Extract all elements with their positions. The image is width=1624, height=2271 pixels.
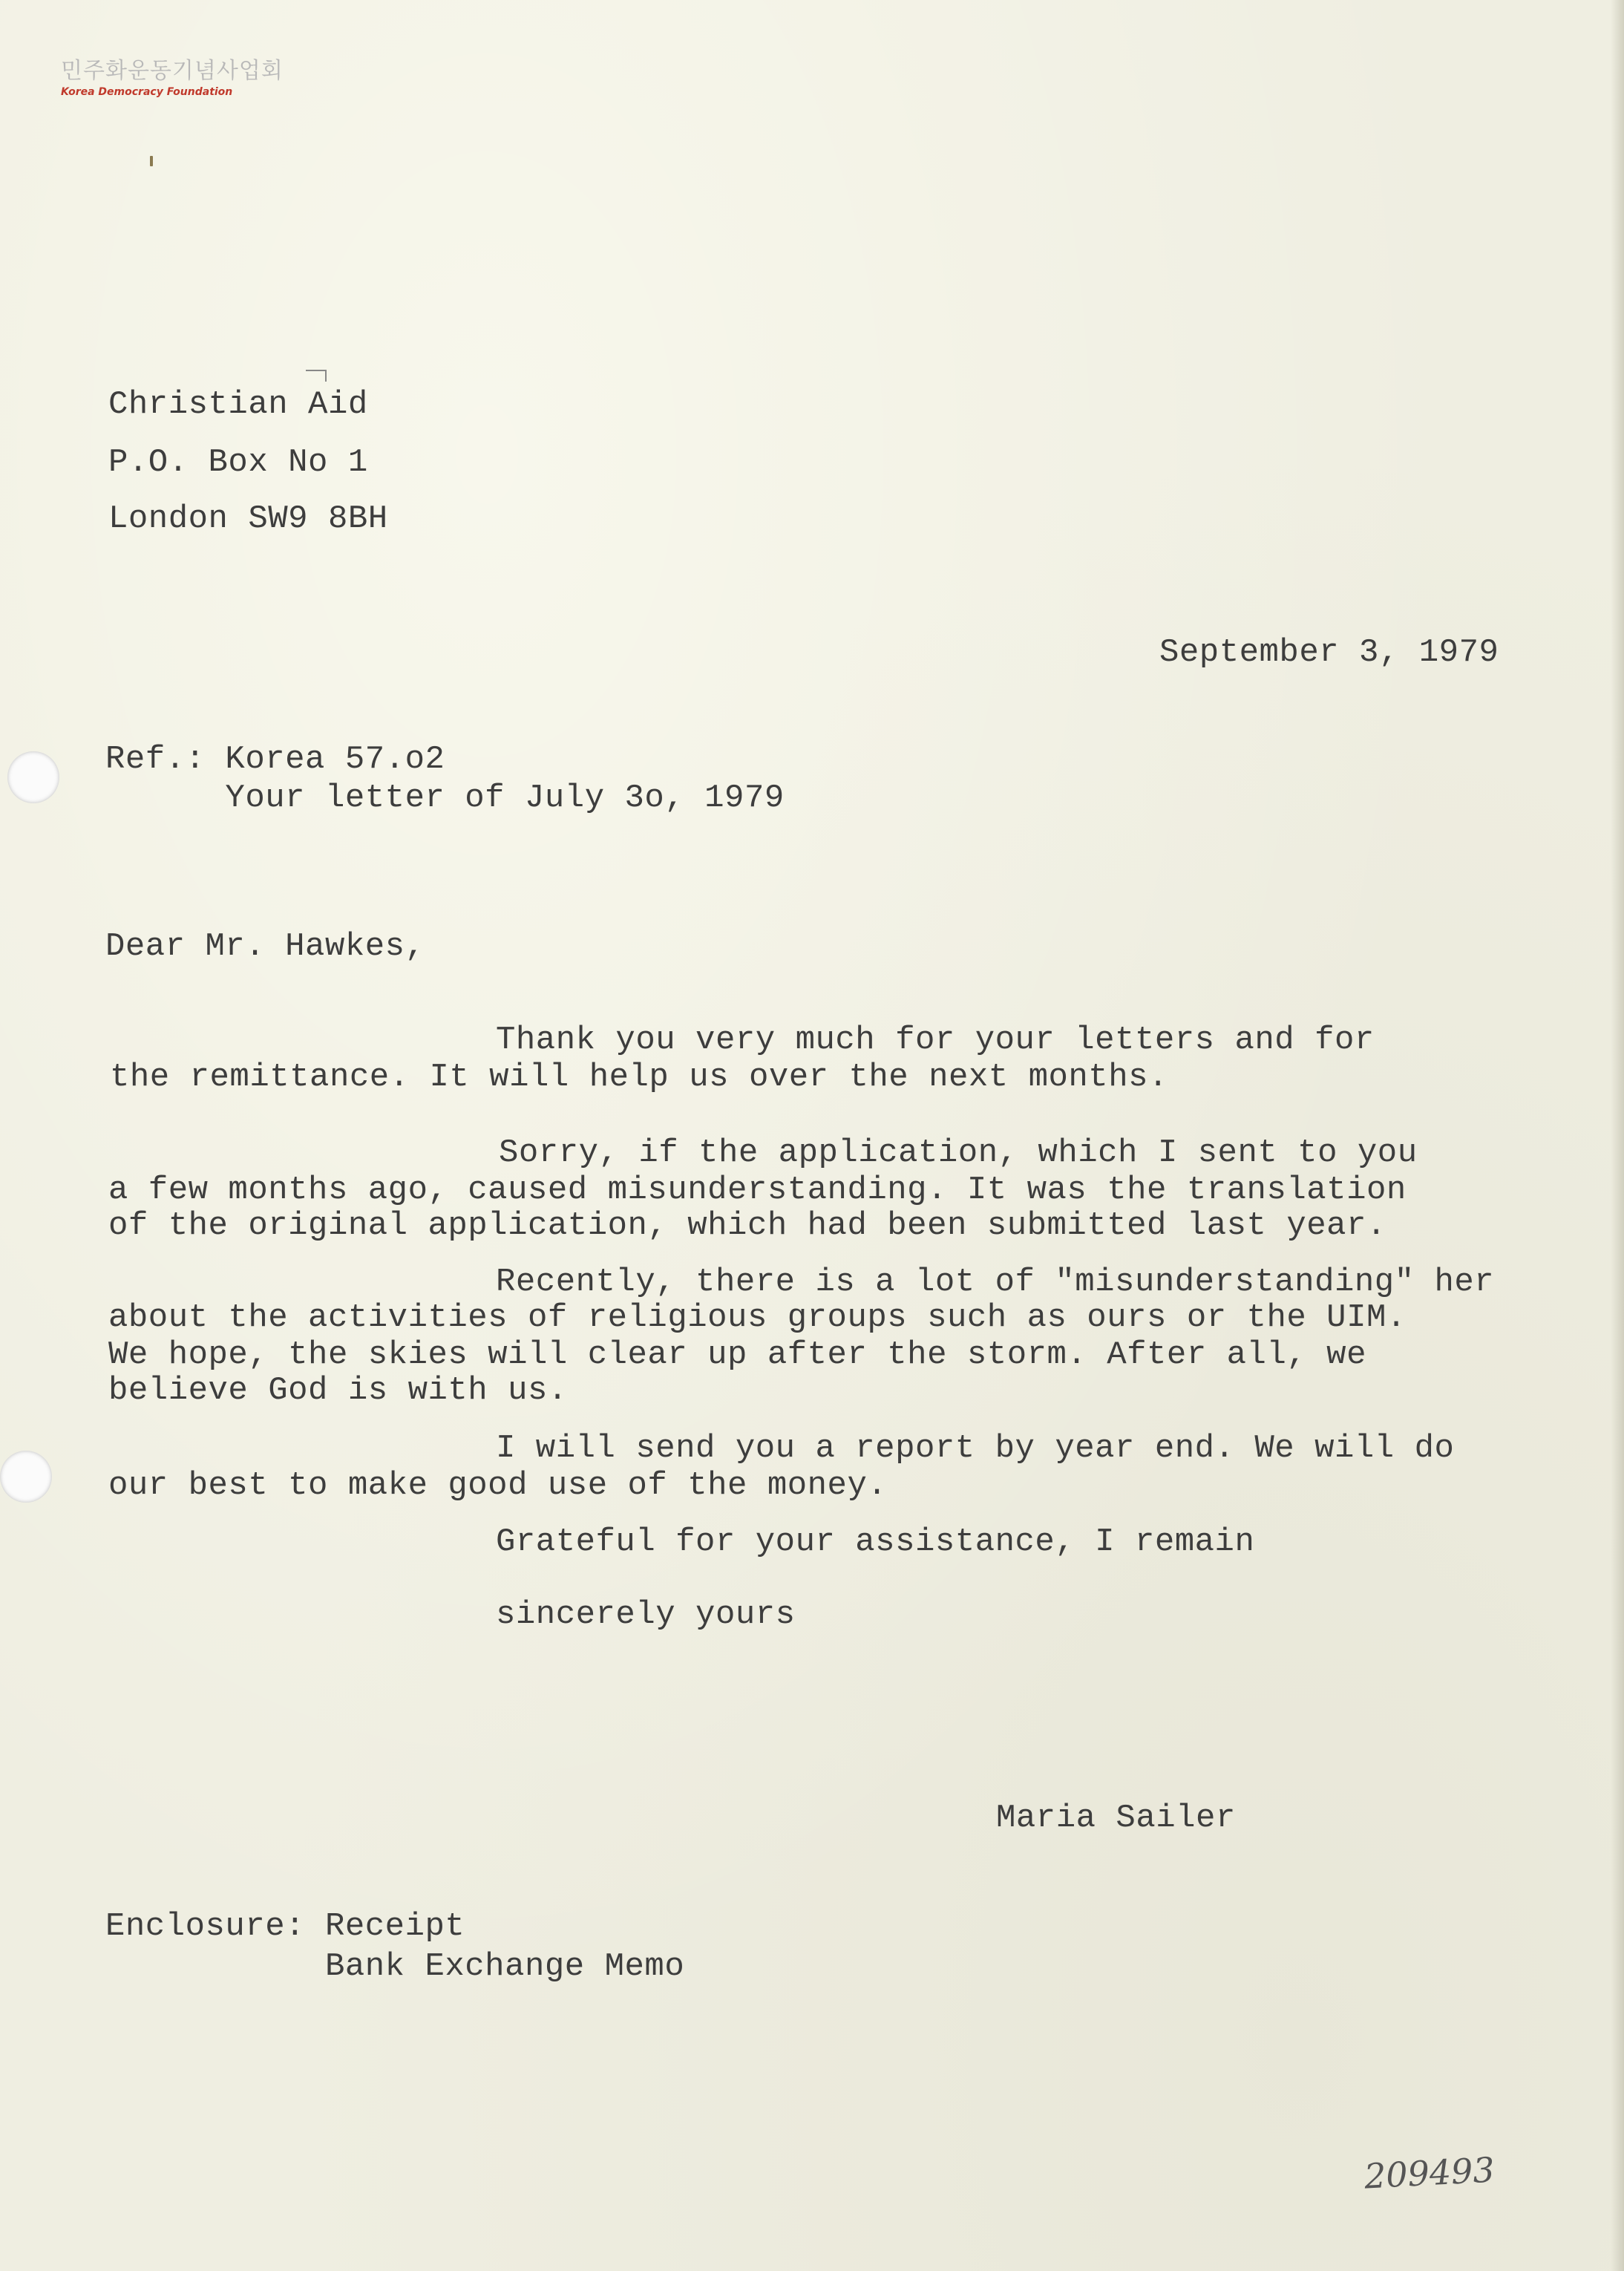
body-p3-line-2: about the activities of religious groups such as ours or the UIM. — [108, 1299, 1407, 1336]
body-p3-line-3: We hope, the skies will clear up after the storm. After all, we — [108, 1336, 1366, 1373]
logo-english-name: Korea Democracy Foundation — [61, 86, 233, 98]
body-p2-line-1: Sorry, if the application, which I sent to you — [499, 1134, 1418, 1172]
reference-line-2: Your letter of July 3o, 1979 — [105, 780, 785, 817]
archive-number: 209493 — [1363, 2149, 1496, 2197]
punch-hole-top — [7, 751, 59, 803]
body-p2-line-3: of the original application, which had been submitted last year. — [108, 1207, 1386, 1244]
body-p4-line-2: our best to make good use of the money. — [108, 1467, 888, 1504]
body-p4-line-1: I will send you a report by year end. We will do — [496, 1430, 1455, 1467]
logo-korean-name: 민주화운동기념사업회 — [61, 58, 284, 84]
body-p3-line-4: believe God is with us. — [108, 1372, 568, 1409]
enclosure-line-2: Bank Exchange Memo — [105, 1948, 685, 1985]
body-p3-line-1: Recently, there is a lot of "misunderstanding" her — [496, 1264, 1495, 1301]
salutation: Dear Mr. Hawkes, — [105, 928, 425, 965]
recipient-line-3: London SW9 8BH — [108, 500, 388, 537]
closing-line: Grateful for your assistance, I remain — [496, 1523, 1255, 1561]
punch-hole-bottom — [0, 1451, 52, 1503]
complimentary-close: sincerely yours — [496, 1596, 796, 1633]
foundation-logo — [61, 58, 284, 99]
page-edge-shadow — [1611, 0, 1624, 2271]
body-p1-line-1: Thank you very much for your letters and for — [496, 1022, 1375, 1059]
corner-mark — [306, 370, 327, 382]
signature-name: Maria Sailer — [996, 1800, 1236, 1837]
recipient-line-2: P.O. Box No 1 — [108, 444, 368, 481]
body-p1-line-2: the remittance. It will help us over the next months. — [110, 1059, 1168, 1096]
enclosure-line-1: Enclosure: Receipt — [105, 1908, 465, 1945]
reference-line-1: Ref.: Korea 57.o2 — [105, 741, 445, 778]
recipient-line-1: Christian Aid — [108, 386, 368, 423]
body-p2-line-2: a few months ago, caused misunderstanding. It was the translation — [108, 1172, 1407, 1209]
ink-speck — [150, 156, 153, 166]
letter-date: September 3, 1979 — [1159, 634, 1499, 671]
